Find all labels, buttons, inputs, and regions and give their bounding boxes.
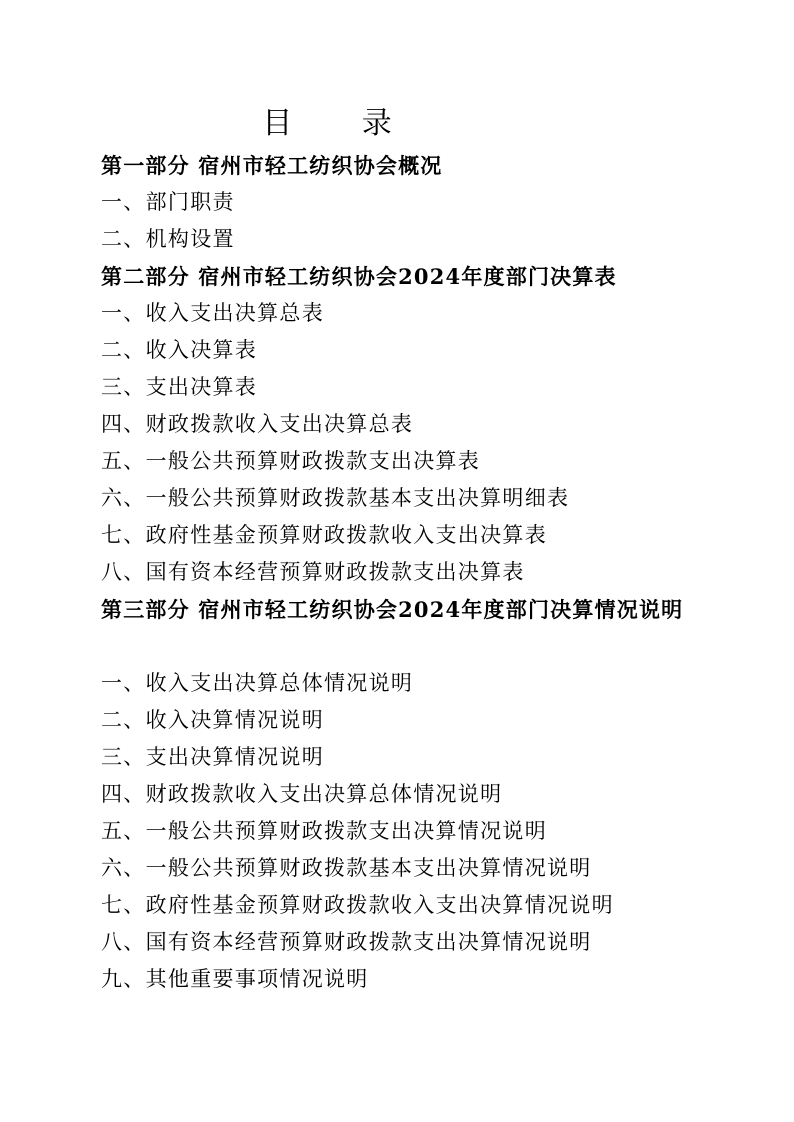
toc-item: 八、国有资本经营预算财政拨款支出决算情况说明: [101, 930, 592, 954]
toc-item: 七、政府性基金预算财政拨款收入支出决算情况说明: [101, 893, 614, 917]
toc-list: [101, 147, 721, 998]
toc-item: 二、收入决算情况说明: [101, 708, 324, 732]
toc-item: 一、收入支出决算总体情况说明: [101, 671, 414, 695]
toc-item: 四、财政拨款收入支出决算总表: [101, 412, 414, 436]
toc-item: 二、收入决算表: [101, 338, 258, 362]
toc-item: 九、其他重要事项情况说明: [101, 967, 369, 991]
toc-item: 一、部门职责: [101, 190, 235, 214]
toc-item: 七、政府性基金预算财政拨款收入支出决算表: [101, 523, 547, 547]
toc-title: 目 录: [262, 106, 422, 141]
toc-item: 四、财政拨款收入支出决算总体情况说明: [101, 782, 503, 806]
toc-item: 六、一般公共预算财政拨款基本支出决算明细表: [101, 486, 570, 510]
toc-item: 二、机构设置: [101, 227, 235, 251]
toc-item: 五、一般公共预算财政拨款支出决算情况说明: [101, 819, 547, 843]
toc-part-heading: 第三部分 宿州市轻工纺织协会2024年度部门决算情况说明: [101, 597, 684, 622]
toc-item: 三、支出决算情况说明: [101, 745, 324, 769]
toc-item: 八、国有资本经营预算财政拨款支出决算表: [101, 560, 525, 584]
toc-part-heading: 第一部分 宿州市轻工纺织协会概况: [101, 153, 443, 178]
toc-item: 一、收入支出决算总表: [101, 301, 324, 325]
toc-part-heading: 第二部分 宿州市轻工纺织协会2024年度部门决算表: [101, 264, 617, 289]
toc-item: 六、一般公共预算财政拨款基本支出决算情况说明: [101, 856, 592, 880]
toc-item: 三、支出决算表: [101, 375, 258, 399]
toc-item: 五、一般公共预算财政拨款支出决算表: [101, 449, 481, 473]
